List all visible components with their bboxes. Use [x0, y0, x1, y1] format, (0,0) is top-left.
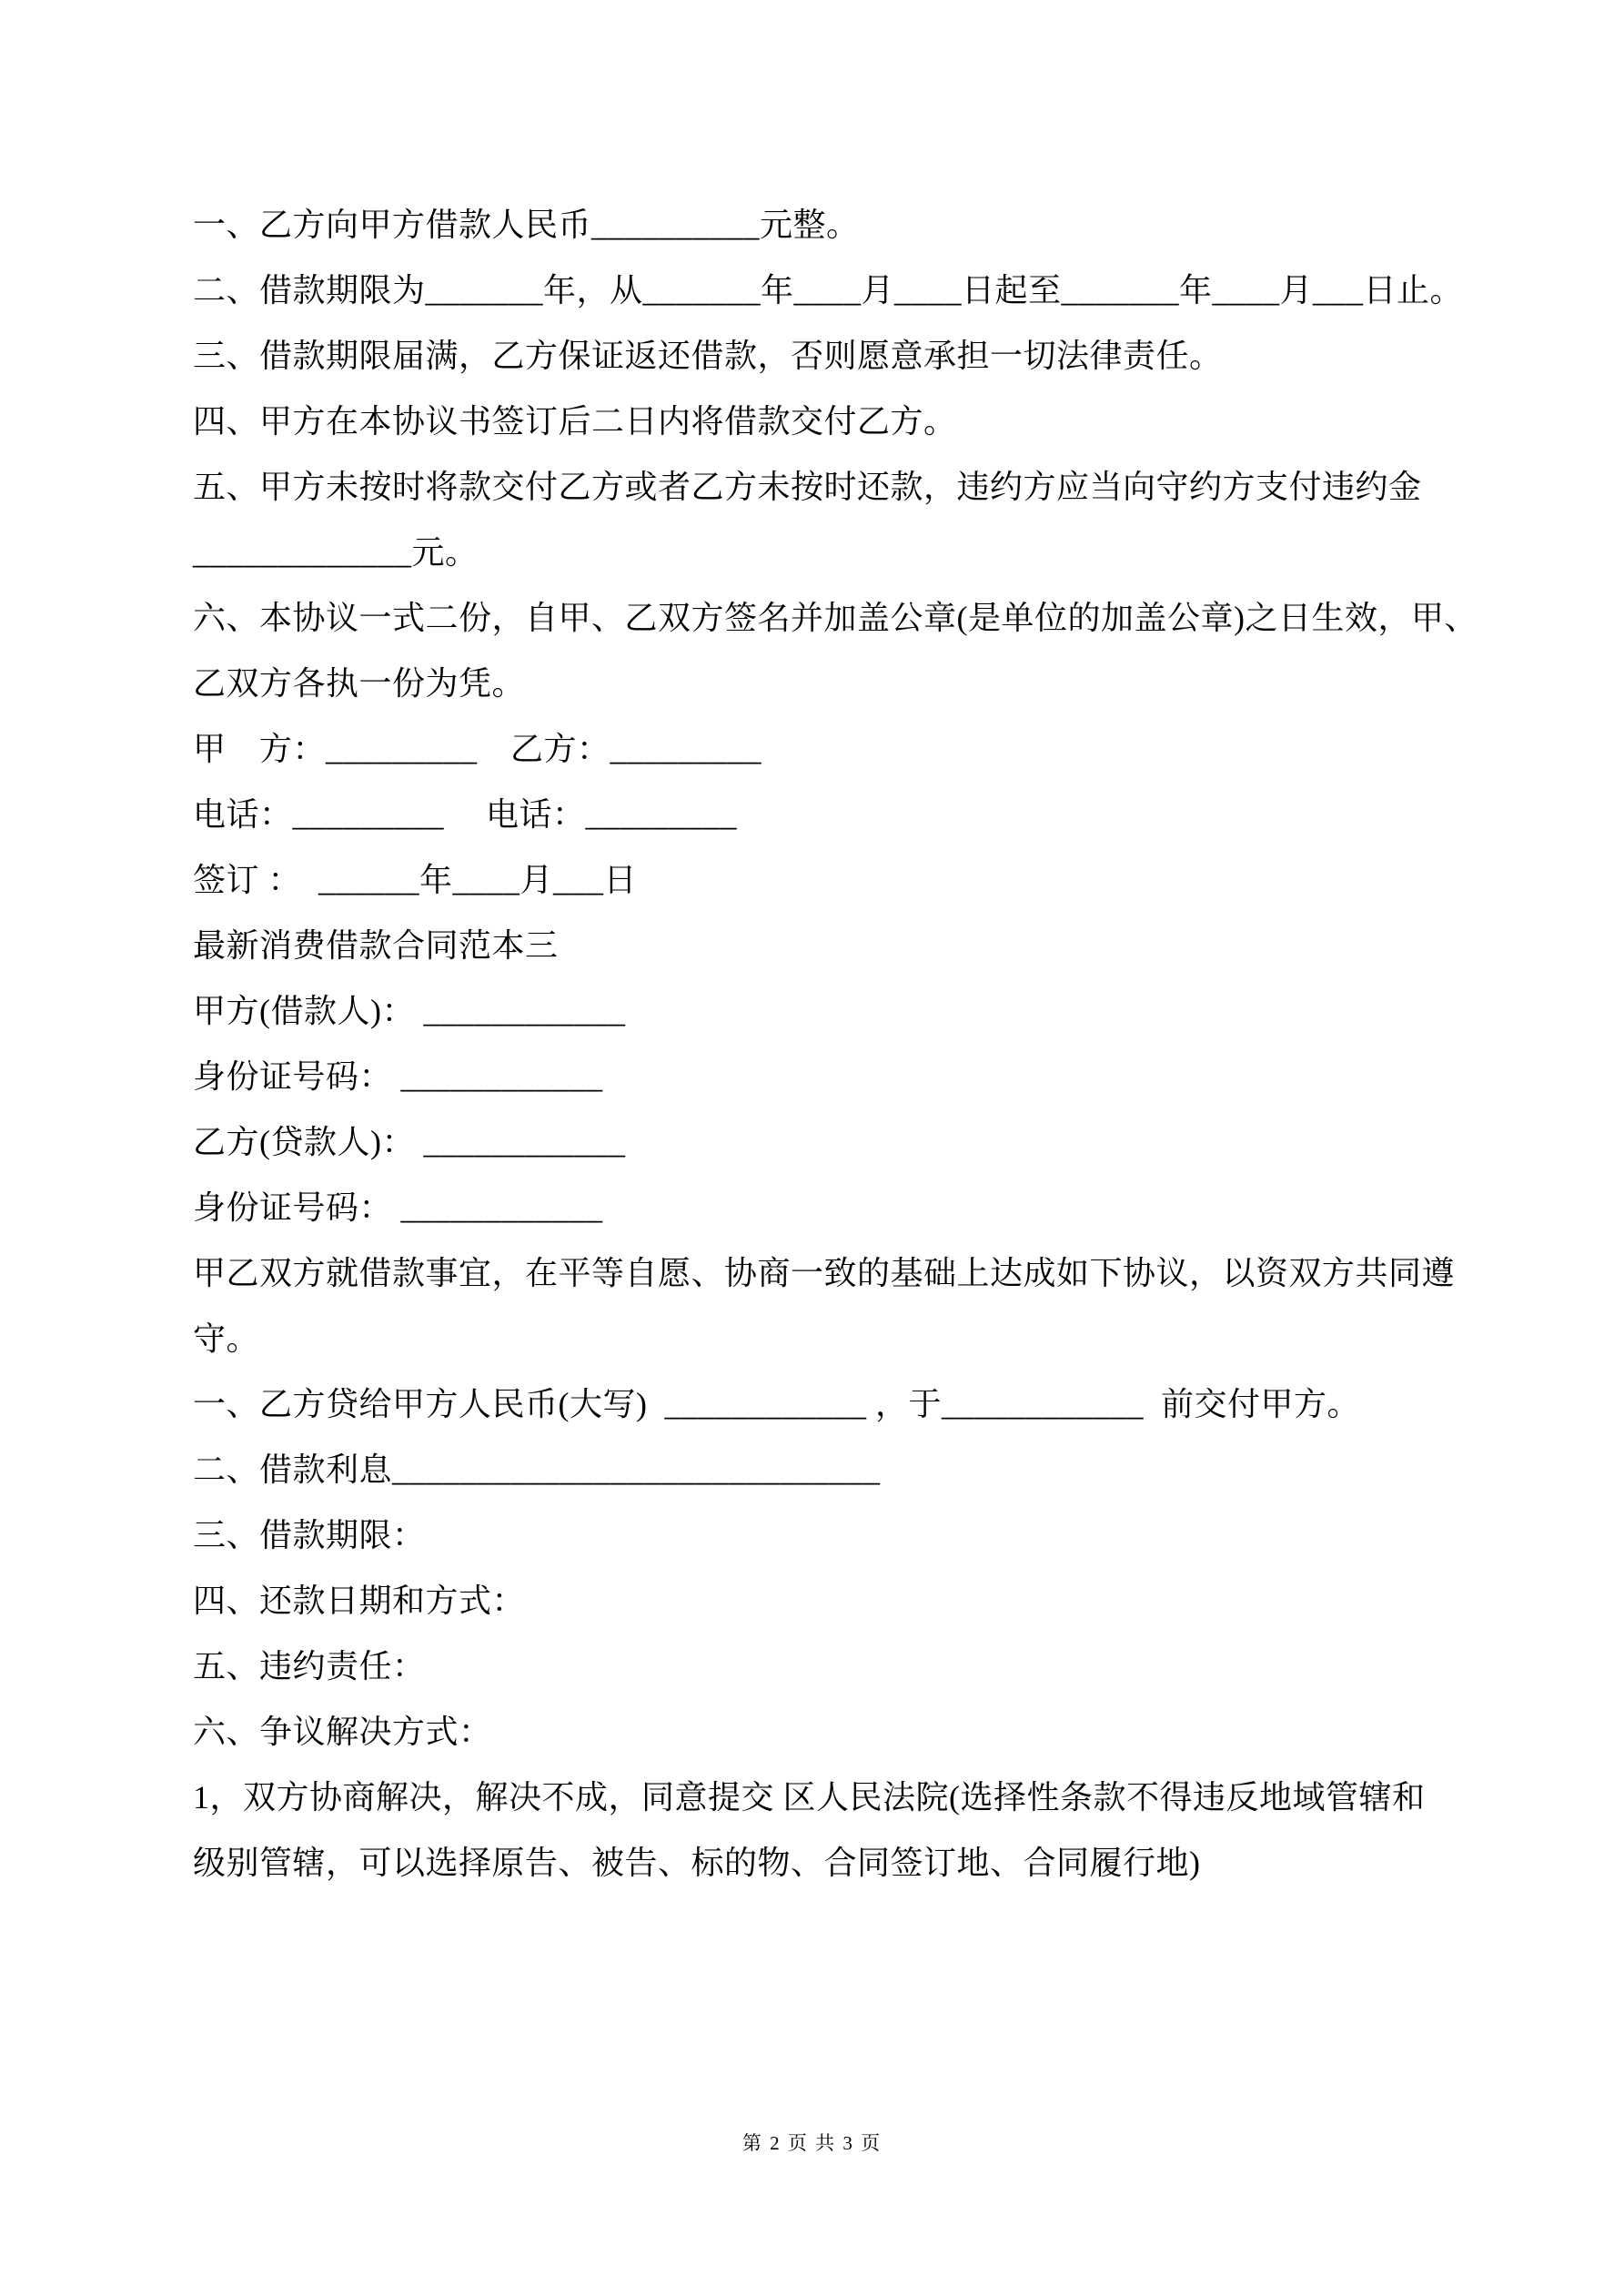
contract2-title: 最新消费借款合同范本三	[193, 927, 559, 964]
contract2-party-b-row: 乙方(贷款人)： ____________	[193, 1124, 626, 1160]
contract2-party-a-row: 甲方(借款人)： ____________	[193, 993, 626, 1029]
contract1-signature-party-row: 甲 方：_________ 乙方：_________	[193, 731, 762, 767]
contract2-clause-5: 五、违约责任：	[193, 1648, 426, 1684]
contract1-clause-6-continued: 乙双方各执一份为凭。	[193, 665, 526, 702]
contract2-clause-4: 四、还款日期和方式：	[193, 1583, 526, 1619]
contract2-clause-1: 一、乙方贷给甲方人民币(大写) ____________ ，于____________ 前交付甲方。	[193, 1386, 1360, 1422]
contract1-clause-3: 三、借款期限届满，乙方保证返还借款，否则愿意承担一切法律责任。	[193, 338, 1223, 374]
contract2-id-a-row: 身份证号码： ____________	[193, 1058, 603, 1095]
contract1-clause-2: 二、借款期限为_______年，从_______年____月____日起至_______年____月___日止。	[193, 272, 1464, 308]
contract2-preamble: 甲乙双方就借款事宜，在平等自愿、协商一致的基础上达成如下协议，以资双方共同遵	[193, 1255, 1456, 1291]
contract2-clause-3: 三、借款期限：	[193, 1517, 426, 1553]
contract1-clause-5-continued: _____________元。	[193, 534, 479, 571]
contract1-clause-5: 五、甲方未按时将款交付乙方或者乙方未按时还款，违约方应当向守约方支付违约金	[193, 469, 1422, 505]
contract1-signature-phone-row: 电话：_________ 电话：_________	[193, 796, 738, 833]
contract2-id-b-row: 身份证号码： ____________	[193, 1189, 603, 1226]
contract1-clause-6: 六、本协议一式二份，自甲、乙双方签名并加盖公章(是单位的加盖公章)之日生效，甲、	[193, 600, 1478, 636]
contract2-dispute-line-1: 1，双方协商解决，解决不成，同意提交 区人民法院(选择性条款不得违反地域管辖和	[193, 1779, 1426, 1816]
contract1-signature-date-row: 签订 ： ______年____月___日	[193, 862, 638, 898]
contract-document-body	[193, 192, 1485, 1896]
contract2-clause-2: 二、借款利息_____________________________	[193, 1451, 881, 1488]
contract1-clause-4: 四、甲方在本协议书签订后二日内将借款交付乙方。	[193, 403, 957, 440]
page-number-footer: 第 2 页 共 3 页	[741, 2132, 883, 2154]
contract1-clause-1: 一、乙方向甲方借款人民币__________元整。	[193, 207, 860, 243]
contract2-dispute-line-2: 级别管辖，可以选择原告、被告、标的物、合同签订地、合同履行地)	[193, 1845, 1201, 1881]
contract2-clause-6: 六、争议解决方式：	[193, 1714, 492, 1750]
contract2-preamble-continued: 守。	[193, 1320, 260, 1357]
